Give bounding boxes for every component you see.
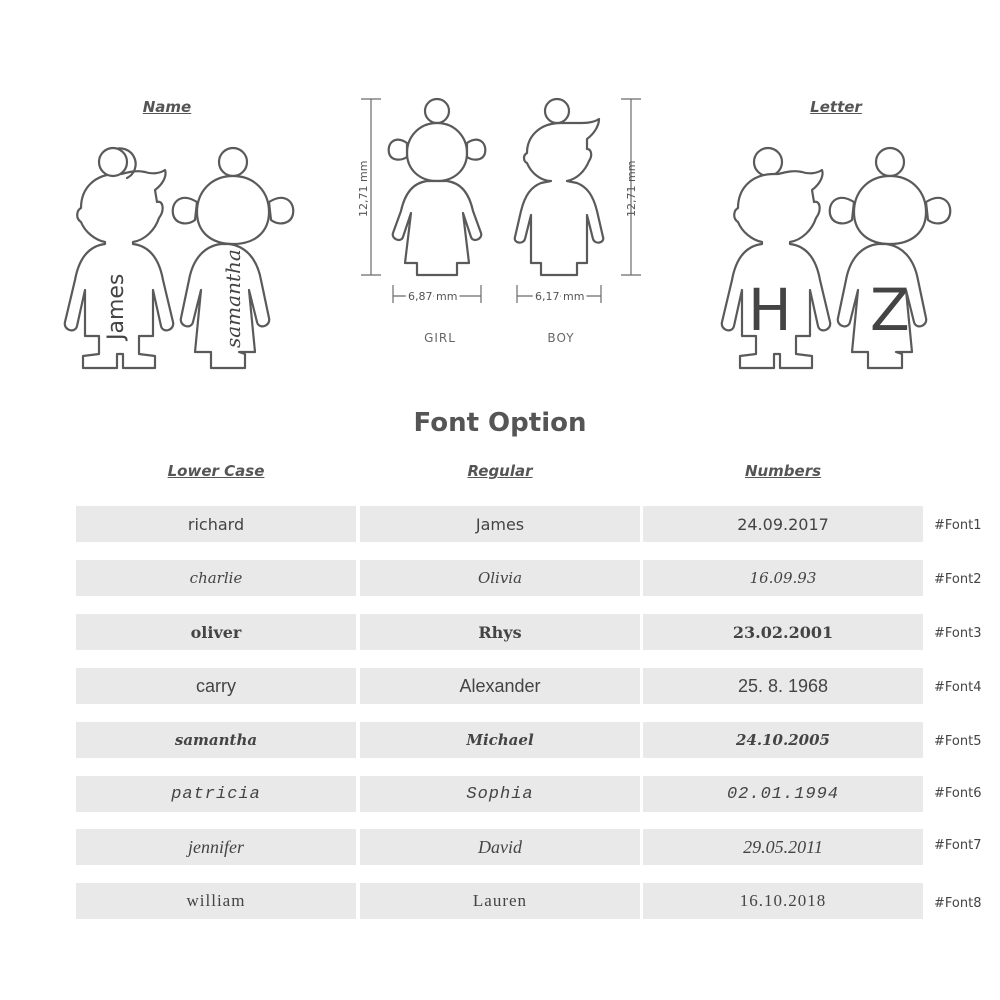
numbers-sample: 16.10.2018	[643, 883, 923, 919]
font-tag: #Font8	[934, 896, 982, 911]
numbers-sample: 02.01.1994	[643, 776, 923, 812]
column-header-lower-case: Lower Case	[167, 462, 265, 480]
girl-width-label: 6,87 mm	[408, 290, 458, 303]
girl-caption: GIRL	[424, 331, 456, 345]
boy-width-label: 6,17 mm	[535, 290, 585, 303]
font-tag: #Font1	[934, 518, 982, 533]
lower-case-sample: william	[76, 883, 356, 919]
numbers-sample: 23.02.2001	[643, 614, 923, 650]
name-example-boy-text: James	[104, 273, 129, 340]
regular-sample: Sophia	[360, 776, 640, 812]
numbers-sample: 25. 8. 1968	[643, 668, 923, 704]
lower-case-sample: oliver	[76, 614, 356, 650]
name-example-girl-text: samantha	[221, 249, 245, 348]
girl-height-label: 12,71 mm	[357, 160, 370, 217]
boy-height-dimension	[621, 99, 641, 275]
dimension-diagram	[355, 95, 655, 315]
regular-sample: Rhys	[360, 614, 640, 650]
lower-case-sample: carry	[76, 668, 356, 704]
lower-case-sample: charlie	[76, 560, 356, 596]
font-tag: #Font4	[934, 680, 982, 695]
regular-sample: James	[360, 506, 640, 542]
lower-case-sample: richard	[76, 506, 356, 542]
font-tag: #Font5	[934, 734, 982, 749]
letter-section-label: Letter	[810, 98, 862, 116]
boy-caption: BOY	[547, 331, 575, 345]
lower-case-sample: patricia	[76, 776, 356, 812]
font-tag: #Font2	[934, 572, 982, 587]
regular-sample: Alexander	[360, 668, 640, 704]
letter-example-figures	[712, 140, 972, 380]
font-tag: #Font6	[934, 786, 982, 801]
column-header-numbers: Numbers	[744, 462, 822, 480]
lower-case-sample: samantha	[76, 722, 356, 758]
name-example-figures	[55, 140, 315, 380]
regular-sample: David	[360, 829, 640, 865]
girl-dimension-figure	[389, 99, 486, 275]
font-tag: #Font3	[934, 626, 982, 641]
numbers-sample: 16.09.93	[643, 560, 923, 596]
numbers-sample: 29.05.2011	[643, 829, 923, 865]
letter-example-girl-text: Z	[870, 276, 910, 344]
column-header-regular: Regular	[467, 462, 533, 480]
font-tag: #Font7	[934, 838, 982, 853]
girl-height-dimension	[357, 99, 381, 275]
name-section-label: Name	[142, 98, 192, 116]
boy-dimension-figure	[515, 99, 604, 275]
boy-height-label: 12,71 mm	[625, 160, 638, 217]
numbers-sample: 24.10.2005	[643, 722, 923, 758]
regular-sample: Olivia	[360, 560, 640, 596]
letter-example-boy-text: H	[748, 276, 792, 344]
boy-width-dimension	[517, 285, 601, 303]
regular-sample: Michael	[360, 722, 640, 758]
regular-sample: Lauren	[360, 883, 640, 919]
lower-case-sample: jennifer	[76, 829, 356, 865]
font-option-title: Font Option	[413, 408, 587, 438]
numbers-sample: 24.09.2017	[643, 506, 923, 542]
girl-width-dimension	[393, 285, 481, 303]
